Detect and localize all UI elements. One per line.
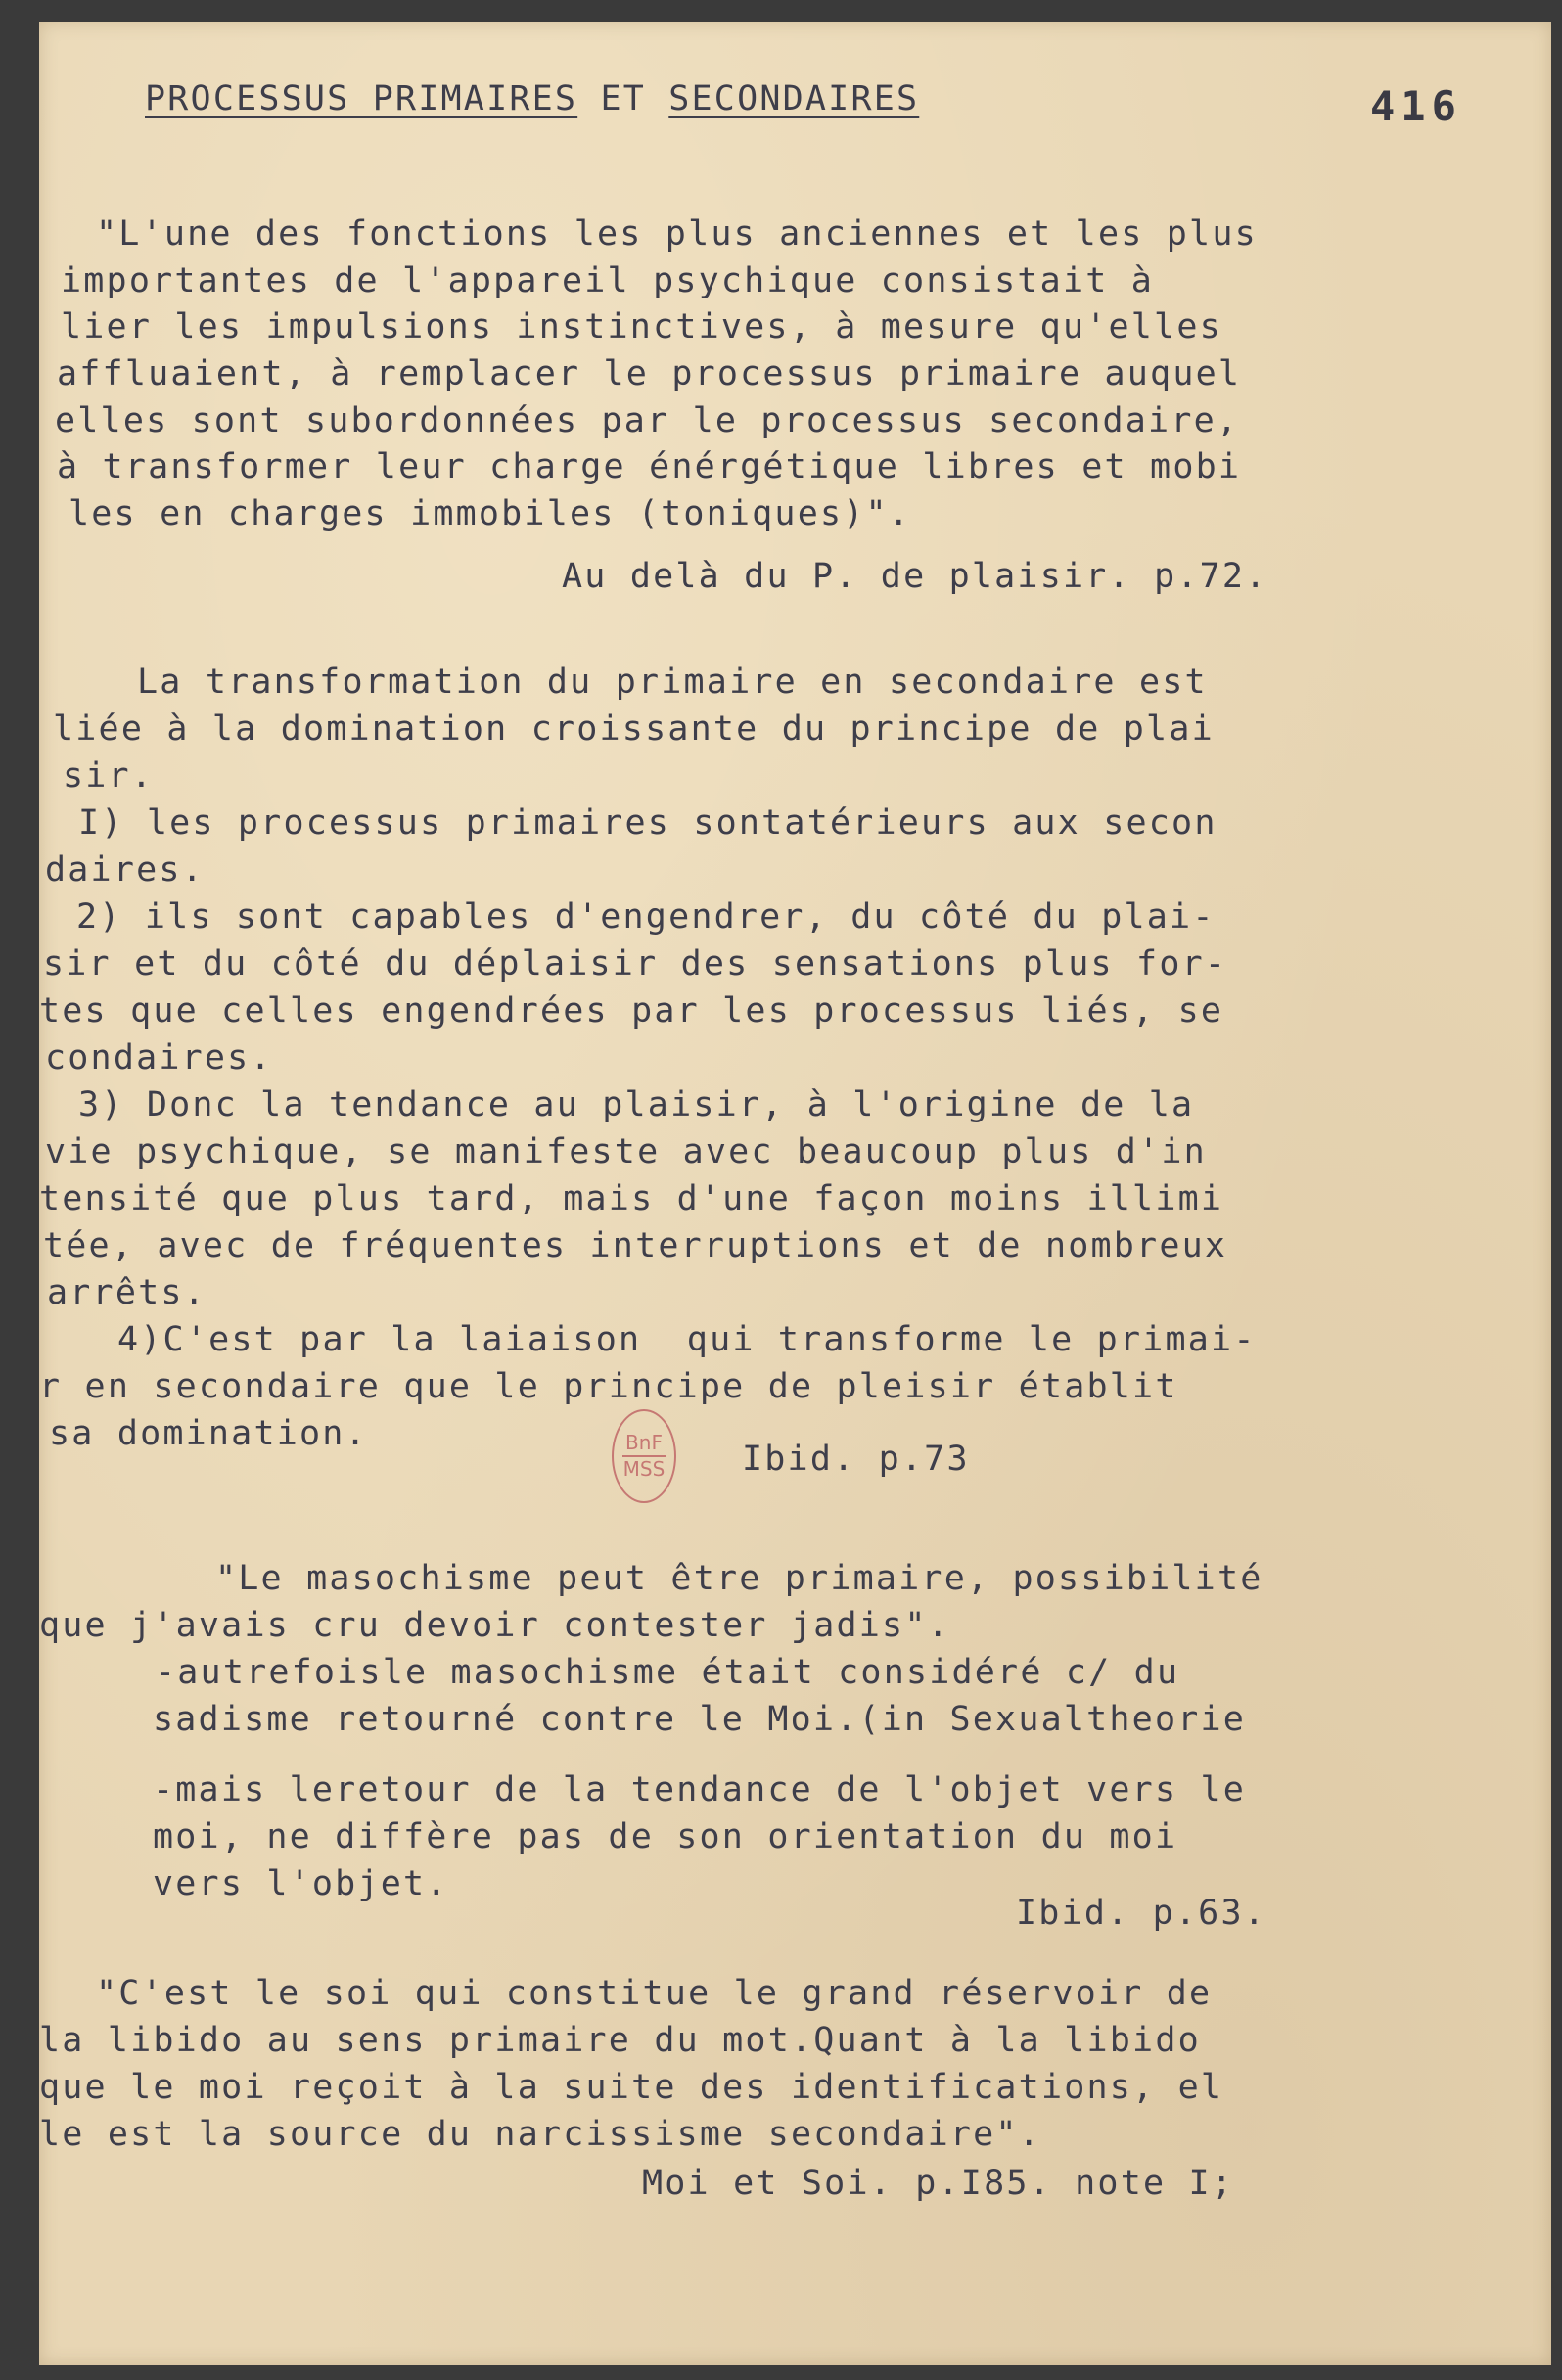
text-line: -mais leretour de la tendance de l'objet vers le [153, 1770, 1247, 1809]
citation: Ibid. p.73 [742, 1440, 970, 1479]
text-line: la libido au sens primaire du mot.Quant à la libido [39, 2021, 1201, 2060]
text-line: 2) ils sont capables d'engendrer, du côté du plai- [76, 897, 1216, 937]
text-line: lier les impulsions instinctives, à mesure qu'elles [61, 307, 1222, 346]
text-line: -autrefoisle masochisme était considéré c/ du [155, 1653, 1180, 1692]
text-line: les en charges immobiles (toniques)". [69, 494, 912, 533]
text-line: vers l'objet. [153, 1864, 449, 1903]
document-card [39, 22, 1551, 2365]
citation: Moi et Soi. p.I85. note I; [642, 2164, 1235, 2203]
header-title-part1: PROCESSUS PRIMAIRES [145, 79, 578, 118]
text-line: tensité que plus tard, mais d'une façon moins illimi [39, 1179, 1224, 1218]
text-line: daires. [45, 850, 205, 890]
header-title-part2: ET [577, 79, 669, 118]
citation: Ibid. p.63. [1016, 1894, 1266, 1933]
text-line: 4)C'est par la laiaison qui transforme le primai- [117, 1320, 1257, 1359]
stamp-line-2: MSS [622, 1457, 666, 1481]
text-line: r en secondaire que le principe de pleisir établit [39, 1367, 1178, 1406]
text-line: tes que celles engendrées par les processus liés, se [39, 991, 1224, 1030]
text-line: condaires. [45, 1038, 273, 1077]
text-line: "L'une des fonctions les plus anciennes et les plus [96, 214, 1258, 253]
text-line: arrêts. [47, 1273, 207, 1312]
stamp-line-1: BnF [625, 1431, 663, 1454]
text-line: sir et du côté du déplaisir des sensations plus for- [43, 944, 1228, 984]
text-line: elles sont subordonnées par le processus secondaire, [55, 401, 1240, 440]
page-number: 416 [1370, 82, 1462, 130]
page-header [145, 79, 920, 118]
text-line: I) les processus primaires sontatérieurs aux secon [78, 803, 1217, 843]
text-line: affluaient, à remplacer le processus primaire auquel [57, 354, 1242, 393]
text-line: importantes de l'appareil psychique consistait à [61, 261, 1155, 300]
text-line: que j'avais cru devoir contester jadis". [39, 1606, 950, 1645]
text-line: sir. [63, 756, 155, 796]
header-title-part3: SECONDAIRES [668, 79, 920, 118]
text-line: à transformer leur charge énérgétique libres et mobi [57, 447, 1242, 486]
text-line: liée à la domination croissante du principe de plai [53, 709, 1215, 749]
text-line: que le moi reçoit à la suite des identifications, el [39, 2068, 1224, 2107]
text-line: moi, ne diffère pas de son orientation du moi [153, 1817, 1178, 1856]
citation: Au delà du P. de plaisir. p.72. [562, 557, 1268, 596]
text-line: sa domination. [49, 1414, 368, 1453]
text-line: le est la source du narcissisme secondaire". [39, 2115, 1041, 2154]
text-line: "C'est le soi qui constitue le grand réservoir de [96, 1974, 1213, 2013]
text-line: La transformation du primaire en secondaire est [137, 663, 1208, 702]
text-line: vie psychique, se manifeste avec beaucoup plus d'in [45, 1132, 1207, 1171]
text-line: sadisme retourné contre le Moi.(in Sexualtheorie [153, 1700, 1247, 1739]
text-line: "Le masochisme peut être primaire, possibilité [215, 1559, 1263, 1598]
text-line: tée, avec de fréquentes interruptions et de nombreux [43, 1226, 1228, 1265]
bnf-mss-stamp [612, 1409, 676, 1503]
text-line: 3) Donc la tendance au plaisir, à l'origine de la [78, 1085, 1195, 1124]
